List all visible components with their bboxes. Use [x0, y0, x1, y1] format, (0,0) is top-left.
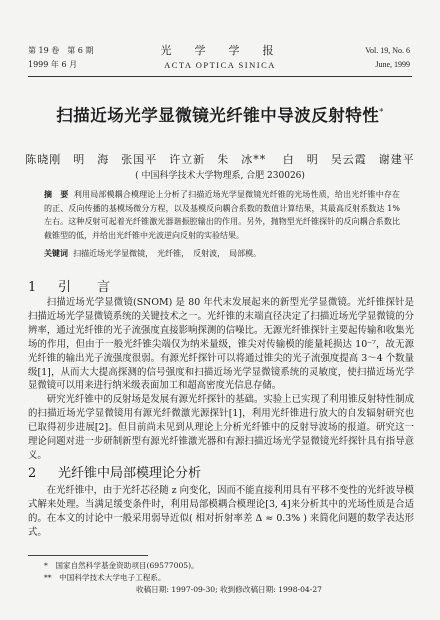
abstract [44, 188, 400, 243]
journal-name-en: ACTA OPTICA SINICA [164, 60, 276, 70]
journal-name-cn: 光 学 学 报 [160, 44, 280, 57]
author-list: 陈晓刚 明 海 张国平 许立新 朱 冰** 白 明 吴云霞 谢建平 [25, 153, 415, 166]
section-2-title: 光纤锥中局部模理论分析 [58, 466, 202, 481]
title-footnote-mark: * [379, 107, 384, 117]
section-1-heading [28, 276, 110, 295]
paragraph: 扫描近场光学显微镜(SNOM) 是 80 年代末发展起来的新型光学显微镜。光纤锥探针是扫描近场光学显微镜系统的关键技术之一。光纤锥的末端直径决定了扫描近场光学显微镜的分辨率，通过光纤锥的光子流强度直接影响探测的信噪比。无源光纤锥探针主要起传输和收集光场的作用，但由于一般光纤锥尖端仅为纳米量级，锥尖对传输模的能量耗损达 10⁻⁷，故无源光纤锥的输出光子流强度很弱。有源光纤探针可以将通过锥尖的光子流强度提高 3～4 个数量级[1]，从而大大提高探测的信号强度和扫描近场光学显微镜系统的灵敏度，使扫描近场光学显微镜可以用来进行纳米级表面加工和超高密度光信息存储。 [28, 297, 414, 392]
affiliation: ( 中国科学技术大学物理系, 合肥 230026) [135, 171, 305, 181]
section-2-number: 2 [28, 466, 37, 481]
footnote-received-dates: 收稿日期: 1997-09-30; 收到修改稿日期: 1998-04-27 [135, 585, 322, 594]
paper-title-text: 扫描近场光学显微镜光纤锥中导波反射特性 [56, 106, 380, 125]
volume-number-cn: 第 19 卷 第 6 期 [28, 46, 94, 55]
abstract-label: 摘 要 [44, 189, 69, 199]
footnote-funding: * 国家自然科学基金资助项目(69577005)。 [44, 561, 199, 570]
volume-issue-en [365, 44, 410, 72]
keywords-text: 扫描近场光学显微镜， 光纤锥， 反射波， 局部模。 [73, 249, 262, 258]
volume-number-en: Vol. 19, No. 6 [365, 46, 410, 55]
abstract-text: 利用局部模耦合模理论上分析了扫描近场光学显微镜光纤锥的光场性质，给出光纤锥中存在的正、反向传播的基模场微分方程，以及基模反向耦合系数的数值计算结果，其最高反射系数达 1% 左右。这种反射可起着光纤锥激光器谐振腔输出的作用。另外，抛物型光纤锥探针的反向耦合系数比截锥型的低，并给出光纤锥中光波逆向反射的实验结果。 [44, 190, 401, 241]
keywords-label: 关键词 [44, 248, 68, 258]
paragraph: 在光纤锥中，由于光纤芯径随 z 向变化，因而不能直接利用具有平移不变性的光纤波导模式解来处理。当满足缓变条件时，利用局部模耦合模理论[3, 4]来分析其中的光场性质是合适的。在本文的讨论中一般采用弱导近似( 相对折射率差 Δ ≈ 0.3% ) 来简化问题的数学表达形式。 [28, 485, 414, 538]
footnote-affiliation: ** 中国科学技术大学电子工程系。 [44, 573, 166, 582]
paragraph: 研究光纤锥中的反射场是发展有源光纤探针的基础。实验上已实现了利用锥反射特性制成的扫描近场光学显微镜用有源光纤微激光源探针[1]，利用光纤锥进行放大的自发辐射研究也已取得初步进展[2]。但目前尚未见到从理论上分析光纤锥中的反射导波场的报道。研究这一理论问题对进一步研制新型有源光纤锥激光器和有源扫描近场光学显微镜光纤探针具有指导意义。 [28, 394, 414, 461]
issue-date-cn: 1999 年 6 月 [28, 60, 78, 69]
header-rule [28, 76, 412, 77]
section-1-body [28, 296, 414, 463]
keywords [44, 247, 400, 260]
footnote-rule [28, 555, 148, 556]
footnotes [44, 560, 414, 596]
section-1-title: 引 言 [58, 280, 111, 295]
section-2-body [28, 484, 414, 540]
section-2-heading [28, 462, 201, 481]
issue-date-en: June, 1999 [375, 60, 410, 69]
section-1-number: 1 [28, 280, 37, 295]
paper-title [0, 102, 440, 126]
